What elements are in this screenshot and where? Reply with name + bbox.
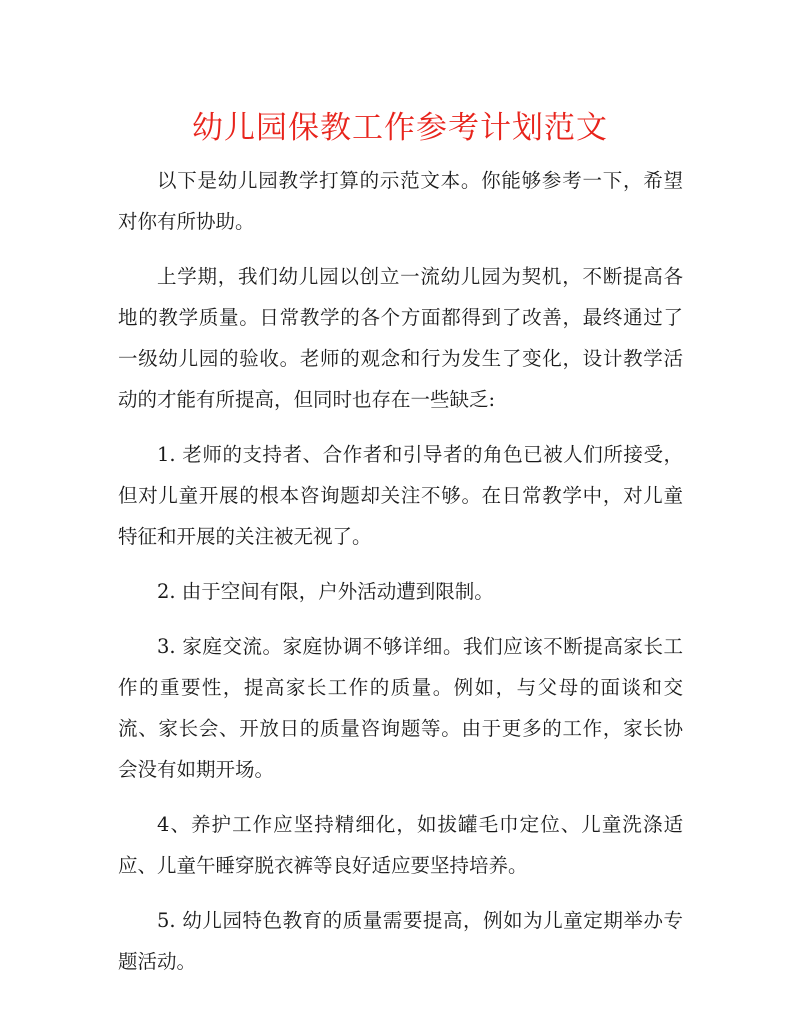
- paragraph-summary: 上学期，我们幼儿园以创立一流幼儿园为契机，不断提高各地的教学质量。日常教学的各个方面都得到了改善，最终通过了一级幼儿园的验收。老师的观念和行为发生了变化，设计教学活动的才能有所提高，但同时也存在一些缺乏:: [118, 265, 683, 411]
- document-title: 幼儿园保教工作参考计划范文: [192, 110, 608, 146]
- paragraph-intro: 以下是幼儿园教学打算的示范文本。你能够参考一下，希望对你有所协助。: [118, 169, 683, 233]
- paragraph-item-2: 2. 由于空间有限，户外活动遭到限制。: [157, 580, 494, 603]
- paragraph-item-3: 3. 家庭交流。家庭协调不够详细。我们应该不断提高家长工作的重要性，提高家长工作的质量。例如，与父母的面谈和交流、家长会、开放日的质量咨询题等。由于更多的工作，家长协会没有如期开场。: [118, 635, 683, 781]
- paragraph-item-5: 5. 幼儿园特色教育的质量需要提高，例如为儿童定期举办专题活动。: [118, 909, 683, 973]
- document-body: [118, 160, 683, 996]
- paragraph-item-4: 4、养护工作应坚持精细化，如拔罐毛巾定位、儿童洗涤适应、儿童午睡穿脱衣裤等良好适应要坚持培养。: [118, 813, 683, 877]
- paragraph-item-1: 1. 老师的支持者、合作者和引导者的角色已被人们所接受，但对儿童开展的根本咨询题却关注不够。在日常教学中，对儿童特征和开展的关注被无视了。: [118, 443, 683, 548]
